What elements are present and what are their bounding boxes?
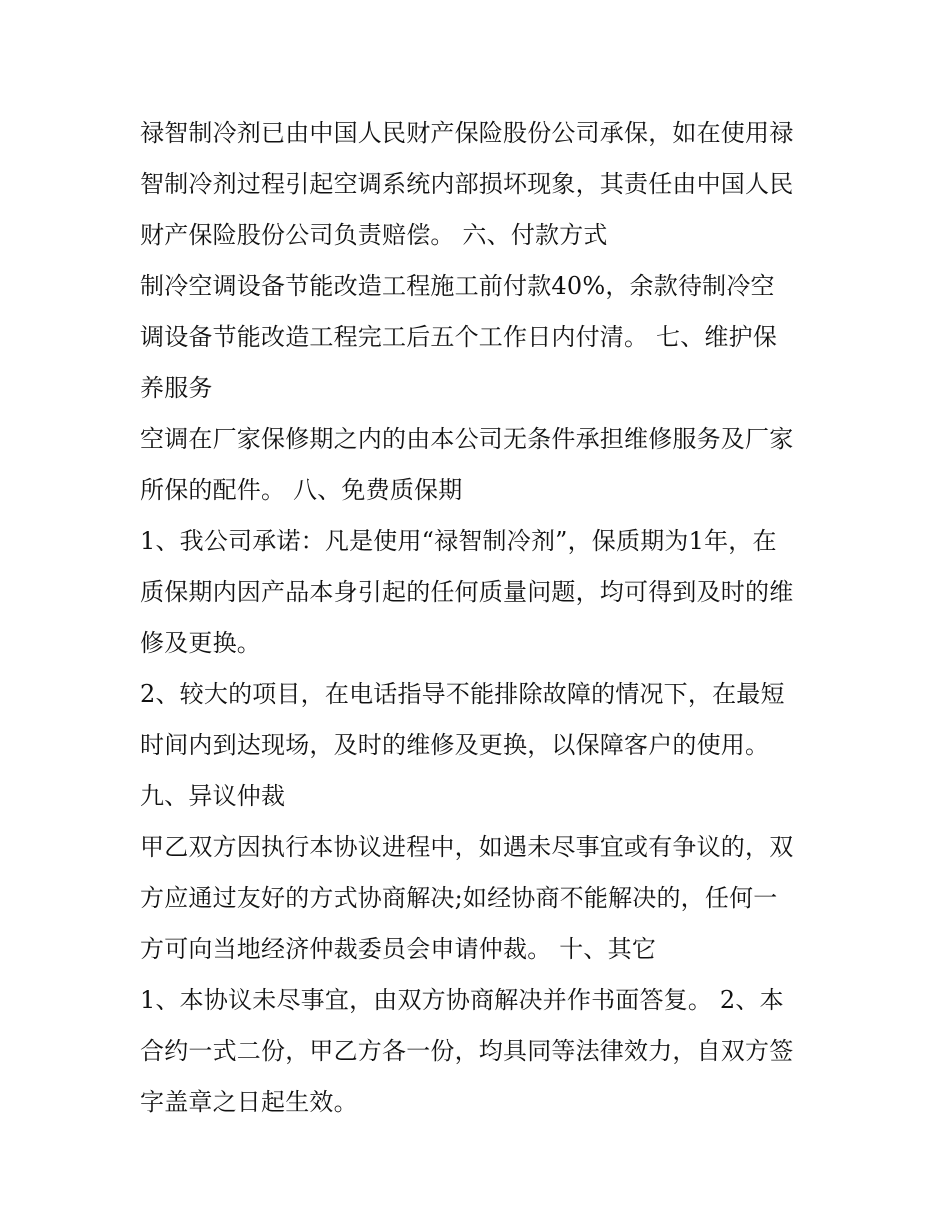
text-line: 财产保险股份公司负责赔偿。 六、付款方式	[140, 221, 608, 249]
text-line: 方应通过友好的方式协商解决;如经协商不能解决的，任何一	[140, 884, 778, 912]
text-line: 甲乙双方因执行本协议进程中，如遇未尽事宜或有争议的，双	[140, 833, 794, 861]
text-line: 1、本协议未尽事宜，由双方协商解决并作书面答复。 2、本	[140, 986, 784, 1014]
document-body	[140, 108, 820, 1128]
text-line: 合约一式二份，甲乙方各一份，均具同等法律效力，自双方签	[140, 1037, 794, 1065]
text-line: 质保期内因产品本身引起的任何质量问题，均可得到及时的维	[140, 578, 794, 606]
text-line: 智制冷剂过程引起空调系统内部损坏现象，其责任由中国人民	[140, 170, 794, 198]
text-line: 制冷空调设备节能改造工程施工前付款40%，余款待制冷空	[140, 272, 775, 300]
text-line: 禄智制冷剂已由中国人民财产保险股份公司承保，如在使用禄	[140, 119, 794, 147]
text-line: 2、较大的项目，在电话指导不能排除故障的情况下，在最短	[140, 680, 785, 708]
text-line: 空调在厂家保修期之内的由本公司无条件承担维修服务及厂家	[140, 425, 794, 453]
text-line: 方可向当地经济仲裁委员会申请仲裁。 十、其它	[140, 935, 657, 963]
text-line: 九、异议仲裁	[140, 782, 286, 810]
text-line: 字盖章之日起生效。	[140, 1088, 358, 1116]
text-line: 所保的配件。 八、免费质保期	[140, 476, 463, 504]
text-line: 养服务	[140, 374, 213, 402]
text-line: 修及更换。	[140, 629, 261, 657]
text-line: 1、我公司承诺：凡是使用“禄智制冷剂”，保质期为1年，在	[140, 527, 777, 555]
text-line: 调设备节能改造工程完工后五个工作日内付清。 七、维护保	[140, 323, 778, 351]
text-line: 时间内到达现场，及时的维修及更换，以保障客户的使用。	[140, 731, 770, 759]
